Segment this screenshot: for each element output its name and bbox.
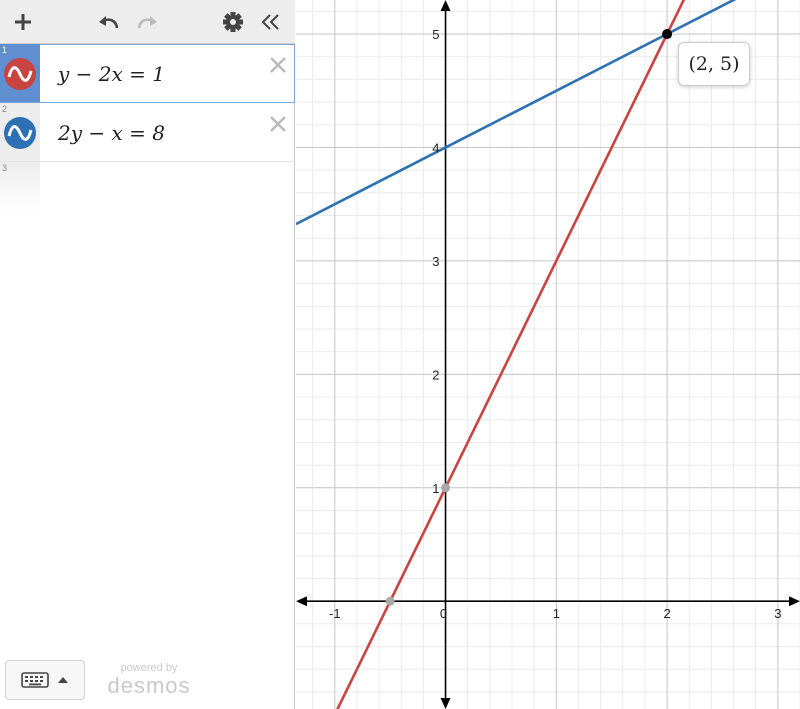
expression-formula[interactable]: 2y − x = 8 <box>58 121 165 145</box>
expression-toolbar <box>0 0 295 44</box>
x-axis-arrow-right <box>789 596 800 606</box>
close-icon[interactable] <box>267 54 289 76</box>
y-axis-arrow-up <box>441 0 451 11</box>
keyboard-toggle-button[interactable] <box>5 660 85 700</box>
undo-icon[interactable] <box>96 9 122 35</box>
y-tick-label: 3 <box>432 253 440 269</box>
close-icon[interactable] <box>267 113 289 135</box>
series-line-1 <box>296 0 800 709</box>
powered-by-desmos-logo <box>104 662 194 698</box>
graph-canvas[interactable] <box>296 0 800 709</box>
x-tick-label: 1 <box>552 606 560 622</box>
y-tick-label: 5 <box>432 27 440 43</box>
point-coordinate-label[interactable]: (2, 5) <box>678 42 750 86</box>
expression-row-2[interactable] <box>0 103 295 162</box>
keyboard-icon <box>21 672 49 688</box>
redo-icon[interactable] <box>134 9 160 35</box>
gear-icon[interactable] <box>220 9 246 35</box>
intercept-point <box>441 483 450 492</box>
powered-by-text: powered by <box>120 662 178 674</box>
x-tick-label: 3 <box>774 606 782 622</box>
x-tick-label: 2 <box>663 606 671 622</box>
expression-row-3[interactable] <box>0 162 295 212</box>
y-tick-label: 2 <box>432 367 440 383</box>
graph-svg[interactable] <box>296 0 800 709</box>
caret-up-icon <box>57 676 69 684</box>
expression-sidebar <box>0 0 295 709</box>
expression-formula[interactable]: y − 2x = 1 <box>58 62 165 86</box>
y-tick-label: 1 <box>432 480 440 496</box>
wave-icon[interactable] <box>4 58 36 90</box>
intercept-point <box>386 597 395 606</box>
x-axis-arrow-left <box>296 596 307 606</box>
expression-row-1[interactable] <box>0 44 295 103</box>
y-tick-label: 4 <box>432 140 440 156</box>
wave-icon[interactable] <box>4 117 36 149</box>
plus-icon[interactable] <box>10 9 36 35</box>
x-tick-label: -1 <box>328 606 341 622</box>
x-tick-label: 0 <box>439 606 448 622</box>
desmos-brand-text: desmos <box>107 673 191 698</box>
expression-number: 2 <box>2 104 8 114</box>
expression-number: 3 <box>2 163 8 173</box>
intersection-point <box>662 29 672 39</box>
y-axis-arrow-down <box>441 698 451 709</box>
expression-number: 1 <box>2 45 8 55</box>
double-chevron-left-icon[interactable] <box>258 9 284 35</box>
